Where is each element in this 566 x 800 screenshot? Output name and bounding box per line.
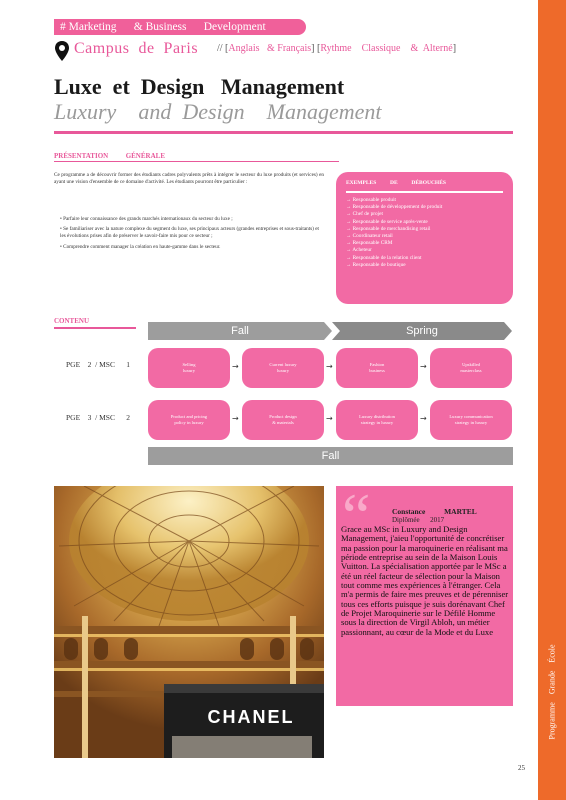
debouche-item: → Coordinateur retail xyxy=(346,233,393,240)
debouche-item: → Responsable produit xyxy=(346,197,397,203)
module-line: Luxury communication xyxy=(449,413,493,419)
page-number: 25 xyxy=(518,764,525,772)
module-line: Product and pricing xyxy=(170,413,208,419)
languages-prefix: // [ xyxy=(217,43,229,54)
arrow-connector: → xyxy=(326,362,333,371)
presentation-item: • Comprendre comment manager la création en haute-gamme dans le secteur. xyxy=(60,243,221,250)
rhythm: Rythme Classique & Alterné xyxy=(320,43,453,54)
debouche-item: → Responsable de la relation client xyxy=(346,254,422,261)
module-line: Product design xyxy=(269,413,297,419)
module-line: strategy in luxury xyxy=(360,420,394,425)
debouche-item: → Responsable CRM xyxy=(346,240,393,247)
arrow-connector: → xyxy=(420,362,427,371)
module-line: luxury xyxy=(277,368,289,373)
presentation-divider xyxy=(54,161,339,162)
debouche-item: → Responsable de boutique xyxy=(346,261,406,268)
quote-mark-icon: “ xyxy=(342,480,371,551)
module-line: & materials xyxy=(272,420,294,425)
presentation-item: • Se familiariser avec la nature complexe du segment du luxe, ses principaux acteurs (grandes entreprises et sous-traitants) et les évolutions prises afin de préserver le savoir-faire mis pour ce secteur ; xyxy=(60,226,319,240)
campus-label: Campus de Paris xyxy=(74,40,199,57)
presentation-paragraph: Ce programme a de découvrir former des étudiants cadres polyvalents prêts à intégrer le secteur du luxe produits (et services) en ayant une vision d'ensemble de ce domaine d'activité. Les étudiants pourront être particulier : xyxy=(54,172,324,186)
presentation-text xyxy=(54,172,324,191)
spring-label: Spring xyxy=(406,325,438,337)
module-card xyxy=(336,348,418,388)
testimonial-text: Grace au MSc in Luxury and Design Management, j'aieu l'opportunité de concrétiser ma passion pour la maroquinerie en réalisant ma période entreprise au sein de la Maison Louis Vuitton. La spécialisation apportée par le MSc a été un réel facteur de sélection pour la Maison tout comme mes expériences à l'étranger. Cela m'a permis de faire mes preuves et de pérenniser tous ces efforts puisque je suis dorénavant Chef de Projet Maroquinerie sur le Défilé Homme sous la direction de Virgil Abloh, un métier passionnant, au cœur de la Mode et du Luxe xyxy=(341,524,509,637)
module-line: strategy in luxury xyxy=(454,420,488,425)
testimonial-name: Constance MARTEL xyxy=(392,507,477,516)
module-card xyxy=(430,348,512,388)
languages-rhythm xyxy=(217,43,456,54)
debouche-item: → Responsable de merchandising retail xyxy=(346,225,431,232)
arrow-connector: → xyxy=(420,414,427,423)
presentation-item: • Parfaire leur connaissance des grands marchés internationaux du secteur du luxe ; xyxy=(60,216,233,222)
languages: Anglais & Français xyxy=(228,43,312,54)
contenu-heading: CONTENU xyxy=(54,317,90,325)
module-line: business xyxy=(369,368,385,373)
rhythm-suffix: ] xyxy=(452,43,457,54)
contenu-divider xyxy=(54,327,136,329)
debouche-item: → Responsable de service après-vente xyxy=(346,218,428,225)
debouches-list xyxy=(346,197,506,269)
fall-label: Fall xyxy=(231,325,249,337)
module-card xyxy=(148,400,230,440)
side-band-label: Programme Grande École xyxy=(547,644,557,740)
page-title-fr: Luxe et Design Management xyxy=(54,74,345,99)
rhythm-prefix: ] [ xyxy=(311,43,321,54)
module-line: Selling xyxy=(182,361,196,367)
debouche-item: → Responsable de développement de produit xyxy=(346,204,443,211)
chanel-sign: CHANEL xyxy=(207,707,295,727)
module-line: Luxury distribution xyxy=(359,413,395,419)
arrow-connector: → xyxy=(232,414,239,423)
spring-semester-arrow xyxy=(332,322,512,340)
module-line: policy in luxury xyxy=(174,420,204,425)
module-card xyxy=(430,400,512,440)
module-card xyxy=(242,348,324,388)
debouches-title: EXEMPLES DE DÉBOUCHÉS xyxy=(346,180,446,186)
page-title-en: Luxury and Design Management xyxy=(54,99,382,124)
presentation-list xyxy=(60,216,322,254)
debouche-item: → Acheteur xyxy=(346,247,372,254)
store-dome-photo xyxy=(54,486,324,758)
arrow-connector: → xyxy=(232,362,239,371)
row-label-pge3: PGE 3 / MSC 2 xyxy=(66,413,130,422)
arrow-connector: → xyxy=(326,414,333,423)
location-pin-icon xyxy=(54,40,70,62)
testimonial-year: Diplômée 2017 xyxy=(392,516,445,524)
dome-illustration xyxy=(54,486,324,758)
module-line: masterclass xyxy=(460,368,482,373)
fall-semester-arrow xyxy=(148,322,332,340)
module-line: Fashion xyxy=(369,361,385,367)
fall-bottom-bar: Fall xyxy=(148,447,513,465)
presentation-heading: PRÉSENTATION GÉNÉRALE xyxy=(54,152,165,160)
module-card xyxy=(242,400,324,440)
row-label-pge2: PGE 2 / MSC 1 xyxy=(66,360,130,369)
topic-tag: # Marketing & Business Development xyxy=(54,19,306,35)
title-divider xyxy=(54,131,513,134)
module-line: luxury xyxy=(183,368,195,373)
module-line: Upskilled xyxy=(462,361,480,367)
debouches-card xyxy=(336,172,513,304)
module-card xyxy=(336,400,418,440)
module-card xyxy=(148,348,230,388)
module-line: Current luxury xyxy=(269,361,297,367)
debouches-divider xyxy=(346,191,503,193)
debouche-item: → Chef de projet xyxy=(346,211,383,218)
